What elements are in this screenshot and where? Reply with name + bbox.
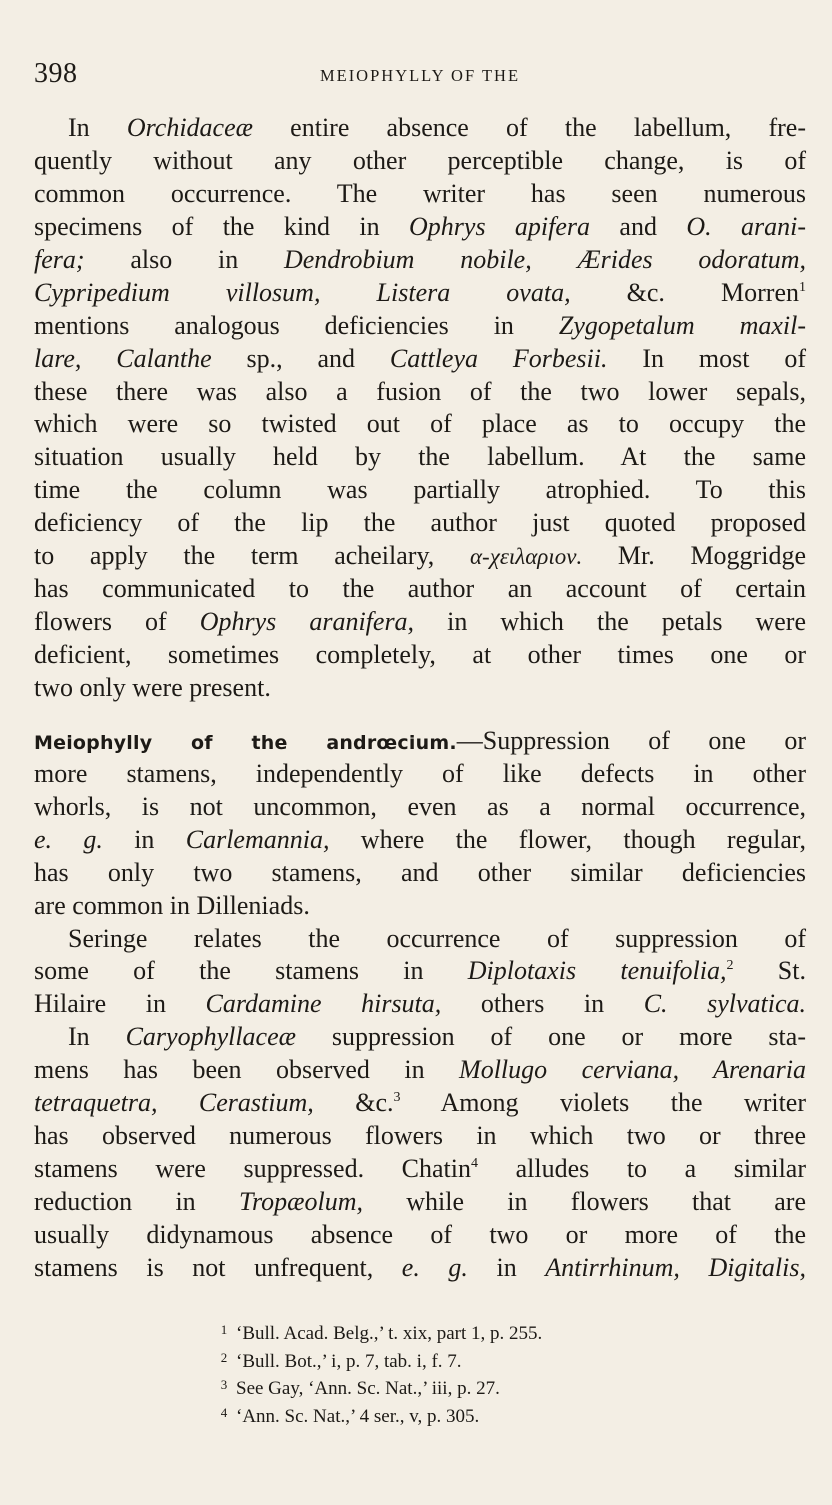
text-run: also in [84,244,284,274]
text-run: specimens of the kind in [34,211,410,241]
page-number: 398 [34,58,78,89]
text-line [34,988,806,1021]
text-run: mentions analogous deficiencies in [34,310,559,340]
text-run: &c. [313,1088,394,1118]
taxon-name: Zygopetalum maxil- [558,310,806,340]
footnote-text: ‘Bull. Acad. Belg.,’ t. xix, part 1, p. 255. [236,1323,543,1344]
footnote-text: ‘Ann. Sc. Nat.,’ 4 ser., v, p. 305. [236,1405,480,1427]
taxon-name: Tropæolum, [238,1187,363,1216]
text-line [34,343,806,376]
section-heading: Meiophylly of the andrœcium. [34,731,457,754]
text-line [34,1087,806,1120]
footnote-ref: 1 [799,279,806,295]
text-line: situation usually held by the labellum. At the same [34,442,806,472]
taxon-name: Cattleya Forbesii. [389,343,608,373]
text-run: some of the stamens in [34,956,468,986]
footnote-mark: 4 [220,1404,228,1420]
text-line [34,277,806,310]
text-run: mens has been observed in [34,1055,460,1085]
text-run: suppression of one or more sta- [295,1022,806,1052]
text-run: —Suppression of one or [456,725,806,755]
text-line [34,1252,806,1285]
text-line [34,310,806,343]
text-line [34,824,806,857]
text-run: Mr. Moggridge [582,541,806,571]
taxon-name: Orchidaceæ [126,113,253,142]
text-run: where the flower, though regular, [329,824,806,854]
text-line: two only were present. [34,672,271,702]
taxon-name: Dendrobium nobile, Ærides odoratum, [283,244,806,274]
footnote [212,1346,772,1374]
text-run: &c. Morren [570,277,799,307]
text-run: in which the petals were [414,607,806,637]
abbreviation: e. g. [401,1252,468,1282]
text-line: quently without any other perceptible change, is of [34,145,806,175]
taxon-name: Mollugo cerviana, Arenaria [459,1055,806,1085]
text-run: and [590,211,687,241]
text-run: others in [441,989,644,1019]
text-line: has observed numerous flowers in which two or three [34,1121,806,1151]
footnote-text: ‘Bull. Bot.,’ i, p. 7, tab. i, f. 7. [236,1350,462,1372]
text-run: stamens is not unfrequent, [34,1252,402,1282]
text-line [34,540,806,573]
text-line: deficient, sometimes completely, at other times one or [34,640,806,669]
text-run: St. [733,956,806,986]
text-line [34,1153,806,1186]
text-line [34,244,806,277]
text-line [34,955,806,988]
taxon-name: fera; [34,244,85,274]
taxon-name: Antirrhinum, Digitalis, [545,1252,806,1282]
text-line: usually didynamous absence of two or more of the [34,1219,806,1249]
text-line [34,725,806,758]
footnotes [212,1318,772,1428]
taxon-name: Ophrys aranifera, [199,607,415,637]
page-header [34,58,806,92]
body-text [34,112,806,1285]
text-line: common occurrence. The writer has seen numerous [34,178,806,208]
text-line: deficiency of the lip the author just quoted proposed [34,508,806,538]
footnote-mark: 3 [220,1377,228,1393]
text-run: in [467,1252,546,1282]
taxon-name: Carlemannia, [185,824,330,854]
running-head: MEIOPHYLLY OF THE [319,66,521,85]
text-run: in [102,824,186,854]
taxon-name: Caryophyllaceæ [125,1022,296,1052]
taxon-name: Ophrys apifera [409,211,591,241]
footnote-ref: 2 [726,958,734,974]
text-line [34,1186,806,1219]
text-run: In [68,113,127,142]
taxon-name: Cypripedium villosum, Listera ovata, [34,277,571,307]
footnote-mark: 2 [220,1349,228,1365]
text-run: to apply the term acheilary, [34,541,470,571]
text-run: alludes to a similar [478,1154,807,1184]
abbreviation: e. g. [34,824,103,854]
text-line [34,1021,806,1054]
text-run: flowers of [34,607,200,637]
text-run: stamens were suppressed. Chatin [34,1154,471,1184]
footnote-ref: 4 [471,1156,478,1172]
text-run: sp., and [211,343,390,373]
text-run: entire absence of the labellum, fre- [252,113,806,142]
text-run: reduction in [34,1187,239,1216]
text-run: In most of [607,343,806,373]
footnote-text: See Gay, ‘Ann. Sc. Nat.,’ iii, p. 27. [236,1378,500,1400]
taxon-name: Diplotaxis tenuifolia, [467,956,727,986]
text-run: Hilaire in [34,989,206,1019]
text-line: these there was also a fusion of the two lower sepals, [34,376,806,406]
text-line [34,606,806,639]
text-run: Among violets the writer [400,1088,806,1118]
paragraph-gap [34,705,806,725]
text-line: has communicated to the author an account of certain [34,574,806,604]
text-line: time the column was partially atrophied. To this [34,475,806,505]
greek-term: α-χειλαριον. [469,544,583,570]
footnote-mark: 1 [220,1322,228,1337]
text-line [34,112,806,145]
taxon-name: C. sylvatica. [643,989,806,1019]
footnote [212,1401,772,1429]
taxon-name: tetraquetra, Cerastium, [34,1088,314,1118]
text-line: which were so twisted out of place as to occupy the [34,409,806,439]
text-run: while in flowers that are [362,1187,806,1216]
footnote-ref: 3 [393,1090,401,1106]
text-line [34,1054,806,1087]
taxon-name: lare, Calanthe [34,343,212,373]
taxon-name: O. arani- [686,211,806,241]
text-run: In [68,1022,126,1052]
footnote [212,1373,772,1401]
footnote [212,1318,772,1346]
text-line: Seringe relates the occurrence of suppression of [68,923,806,953]
text-line: whorls, is not uncommon, even as a normal occurrence, [34,791,806,821]
text-line: are common in Dilleniads. [34,890,310,920]
text-line: more stamens, independently of like defects in other [34,758,806,788]
text-line [34,211,806,244]
text-line: has only two stamens, and other similar deficiencies [34,857,806,887]
taxon-name: Cardamine hirsuta, [205,989,442,1019]
